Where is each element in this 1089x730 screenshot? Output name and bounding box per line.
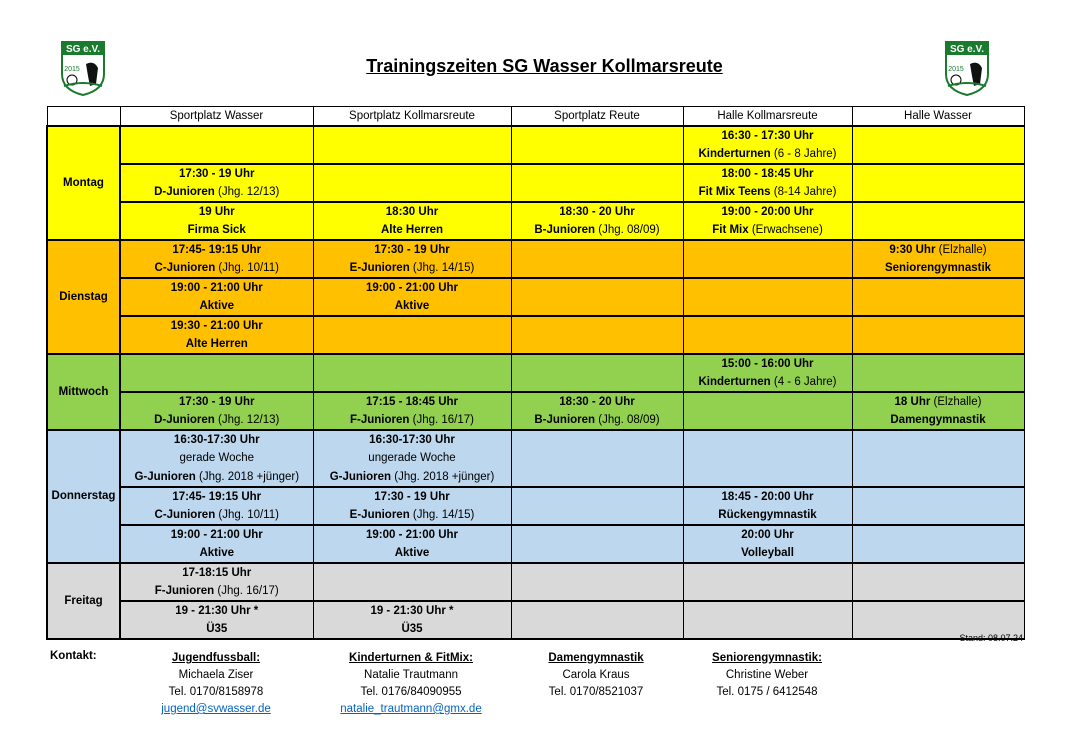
contact-phone: Tel. 0175 / 6412548 — [716, 686, 818, 698]
cell — [852, 506, 1024, 525]
cell — [852, 373, 1024, 392]
table-row — [47, 278, 1024, 297]
cell — [120, 183, 313, 202]
cell-note: (Jhg. 08/09) — [595, 224, 660, 236]
cell — [313, 487, 511, 506]
column-header: Halle Wasser — [852, 107, 1024, 127]
cell — [313, 316, 511, 335]
cell — [511, 183, 683, 202]
cell — [511, 506, 683, 525]
cell-text: F-Junioren — [350, 414, 410, 426]
cell-text: Alte Herren — [185, 338, 248, 350]
cell-text: 19 Uhr — [198, 206, 235, 218]
cell — [511, 487, 683, 506]
cell — [852, 392, 1024, 411]
cell — [852, 202, 1024, 221]
cell — [120, 430, 313, 449]
cell-text: Alte Herren — [381, 224, 443, 236]
cell — [511, 411, 683, 430]
cell — [511, 468, 683, 487]
cell — [852, 335, 1024, 354]
cell — [683, 373, 852, 392]
table-row — [47, 145, 1024, 164]
contact-email-link[interactable]: jugend@svwasser.de — [161, 703, 271, 715]
cell-text: G-Junioren — [329, 470, 392, 483]
column-header: Sportplatz Wasser — [120, 107, 313, 127]
cell — [313, 221, 511, 240]
cell-text: 19:00 - 21:00 Uhr — [365, 282, 459, 294]
cell — [511, 259, 683, 278]
table-row — [47, 202, 1024, 221]
table-row — [47, 449, 1024, 468]
table-row — [47, 297, 1024, 316]
contact-phone: Tel. 0176/84090955 — [360, 686, 462, 698]
cell-text: D-Junioren — [154, 186, 215, 198]
cell — [120, 259, 313, 278]
cell-text: Kinderturnen — [698, 148, 771, 160]
cell-text: C-Junioren — [154, 262, 216, 274]
cell-note: (8-14 Jahre) — [770, 186, 837, 198]
cell — [120, 335, 313, 354]
cell-note: (Jhg. 12/13) — [214, 186, 280, 198]
cell — [852, 601, 1024, 620]
cell — [120, 620, 313, 639]
cell — [683, 620, 852, 639]
cell-text: Ü35 — [401, 622, 423, 635]
cell — [683, 126, 852, 145]
table-row — [47, 183, 1024, 202]
cell — [683, 183, 852, 202]
table-row — [47, 601, 1024, 620]
cell — [511, 335, 683, 354]
table-row — [47, 354, 1024, 373]
cell-text: 9:30 Uhr — [889, 244, 936, 256]
cell — [120, 354, 313, 373]
cell-text: 17:45- 19:15 Uhr — [172, 490, 262, 503]
cell — [852, 316, 1024, 335]
cell-note: (Jhg. 12/13) — [214, 414, 280, 426]
header-corner — [47, 107, 120, 127]
cell — [852, 354, 1024, 373]
cell-text: Damengymnastik — [890, 414, 986, 426]
table-row — [47, 335, 1024, 354]
cell — [852, 126, 1024, 145]
cell-note: (Elzhalle) — [935, 244, 987, 256]
cell — [120, 487, 313, 506]
day-label: Dienstag — [47, 240, 120, 354]
table-row — [47, 316, 1024, 335]
cell — [683, 601, 852, 620]
cell — [313, 392, 511, 411]
cell — [683, 145, 852, 164]
cell-text: D-Junioren — [154, 414, 215, 426]
cell-text: 17-18:15 Uhr — [182, 566, 252, 579]
cell — [683, 221, 852, 240]
header-row — [47, 107, 1024, 127]
cell-text: 17:15 - 18:45 Uhr — [365, 396, 459, 408]
cell — [511, 126, 683, 145]
table-row — [47, 164, 1024, 183]
cell — [313, 506, 511, 525]
cell-text: Ü35 — [206, 622, 228, 635]
cell — [120, 468, 313, 487]
cell — [683, 392, 852, 411]
cell-note: (4 - 6 Jahre) — [770, 376, 837, 388]
cell-text: 17:30 - 19 Uhr — [374, 490, 450, 503]
cell-note: (Jhg. 08/09) — [595, 414, 660, 426]
cell — [313, 202, 511, 221]
cell — [511, 392, 683, 411]
cell — [120, 506, 313, 525]
cell-text: 19:00 - 20:00 Uhr — [721, 206, 814, 218]
cell — [511, 544, 683, 563]
cell — [120, 145, 313, 164]
cell — [852, 563, 1024, 582]
cell-text: Aktive — [199, 300, 235, 312]
cell — [683, 525, 852, 544]
cell-text: Rückengymnastik — [718, 508, 817, 521]
cell — [120, 316, 313, 335]
cell-text: 18:45 - 20:00 Uhr — [721, 490, 814, 503]
table-row — [47, 392, 1024, 411]
cell-text: 20:00 Uhr — [741, 528, 794, 541]
contact-name: Carola Kraus — [562, 669, 630, 681]
cell — [120, 582, 313, 601]
contact-phone: Tel. 0170/8158978 — [168, 686, 264, 698]
contact-heading: Damengymnastik — [548, 652, 644, 664]
cell — [683, 487, 852, 506]
logo-text: SG e.V. — [65, 44, 101, 55]
cell-text: 19 - 21:30 Uhr * — [370, 604, 454, 617]
cell — [683, 240, 852, 259]
logo-year: 2015 — [64, 66, 80, 73]
cell — [313, 563, 511, 582]
cell — [511, 202, 683, 221]
cell — [120, 278, 313, 297]
cell-note: (Jhg. 14/15) — [409, 262, 475, 274]
table-row — [47, 373, 1024, 392]
cell — [511, 240, 683, 259]
cell — [120, 164, 313, 183]
cell-text: 19:00 - 21:00 Uhr — [170, 528, 263, 541]
cell-text: E-Junioren — [349, 262, 410, 274]
contact-name: Michaela Ziser — [178, 669, 254, 681]
cell-text: Kinderturnen — [698, 376, 771, 388]
cell-text: 18:00 - 18:45 Uhr — [721, 168, 814, 180]
cell — [852, 240, 1024, 259]
cell — [683, 278, 852, 297]
cell-text: Seniorengymnastik — [884, 262, 992, 274]
cell — [683, 202, 852, 221]
table-row — [47, 430, 1024, 449]
cell — [120, 202, 313, 221]
cell — [683, 316, 852, 335]
cell-note: (Jhg. 10/11) — [215, 262, 279, 274]
cell-text: 15:00 - 16:00 Uhr — [721, 358, 814, 370]
cell-text: B-Junioren — [534, 414, 596, 426]
cell-text: 19:00 - 21:00 Uhr — [170, 282, 263, 294]
cell — [313, 278, 511, 297]
cell — [852, 164, 1024, 183]
cell-text: B-Junioren — [534, 224, 596, 236]
day-label: Mittwoch — [47, 354, 120, 430]
contact-label: Kontakt: — [50, 650, 97, 662]
cell-text: 18 Uhr — [894, 396, 931, 408]
table-row — [47, 259, 1024, 278]
cell — [852, 145, 1024, 164]
cell — [313, 411, 511, 430]
cell-text: 16:30-17:30 Uhr — [173, 434, 260, 446]
table-row — [47, 544, 1024, 563]
contact-damengymnastik — [506, 650, 686, 701]
contact-jugendfussball — [126, 650, 306, 718]
cell — [120, 240, 313, 259]
cell — [511, 297, 683, 316]
cell — [852, 544, 1024, 563]
cell — [852, 487, 1024, 506]
cell — [852, 430, 1024, 449]
cell — [313, 449, 511, 468]
cell-text: G-Junioren — [134, 470, 196, 483]
cell-note: (Jhg. 2018 +jünger) — [391, 470, 495, 483]
cell — [313, 525, 511, 544]
cell — [313, 240, 511, 259]
cell — [683, 259, 852, 278]
cell — [511, 221, 683, 240]
table-row — [47, 126, 1024, 145]
column-header: Halle Kollmarsreute — [683, 107, 852, 127]
contact-heading: Jugendfussball: — [171, 652, 261, 664]
cell-text: Aktive — [394, 546, 430, 559]
cell — [511, 525, 683, 544]
contact-heading: Kinderturnen & FitMix: — [349, 652, 473, 664]
cell-text: Aktive — [199, 546, 235, 559]
table-row — [47, 506, 1024, 525]
cell-note: (Jhg. 10/11) — [215, 508, 279, 521]
table-row — [47, 487, 1024, 506]
cell — [683, 164, 852, 183]
cell — [313, 601, 511, 620]
cell — [683, 582, 852, 601]
logo-text: SG e.V. — [949, 44, 985, 55]
cell — [683, 354, 852, 373]
table-row — [47, 525, 1024, 544]
cell — [313, 373, 511, 392]
cell — [511, 354, 683, 373]
contact-name: Natalie Trautmann — [364, 669, 458, 681]
cell — [511, 164, 683, 183]
cell — [683, 411, 852, 430]
contact-phone: Tel. 0170/8521037 — [548, 686, 644, 698]
contact-heading: Seniorengymnastik: — [712, 652, 822, 664]
cell — [511, 278, 683, 297]
table-row — [47, 221, 1024, 240]
cell — [852, 297, 1024, 316]
cell-text: 16:30 - 17:30 Uhr — [721, 130, 814, 142]
cell-text: 18:30 - 20 Uhr — [559, 396, 635, 408]
cell — [683, 449, 852, 468]
cell-text: 19:30 - 21:00 Uhr — [170, 320, 263, 332]
table-row — [47, 563, 1024, 582]
cell — [313, 335, 511, 354]
cell-text: 19:00 - 21:00 Uhr — [365, 528, 459, 541]
cell — [511, 449, 683, 468]
cell — [852, 582, 1024, 601]
column-header: Sportplatz Kollmarsreute — [313, 107, 511, 127]
cell-note: (Jhg. 14/15) — [409, 508, 475, 521]
table-row — [47, 620, 1024, 639]
cell — [683, 430, 852, 449]
cell-text: Firma Sick — [187, 224, 246, 236]
contact-seniorengymnastik — [677, 650, 857, 701]
cell — [313, 430, 511, 449]
cell — [313, 354, 511, 373]
cell — [683, 544, 852, 563]
cell — [511, 620, 683, 639]
cell — [852, 411, 1024, 430]
schedule-table — [46, 106, 1025, 640]
day-label: Freitag — [47, 563, 120, 639]
contact-email-link[interactable]: natalie_trautmann@gmx.de — [340, 703, 482, 715]
cell — [683, 563, 852, 582]
cell — [683, 506, 852, 525]
table-row — [47, 240, 1024, 259]
column-header: Sportplatz Reute — [511, 107, 683, 127]
cell — [120, 563, 313, 582]
cell-note: (Jhg. 16/17) — [214, 584, 279, 597]
cell — [313, 126, 511, 145]
cell-text: E-Junioren — [349, 508, 410, 521]
table-row — [47, 582, 1024, 601]
cell — [313, 297, 511, 316]
cell — [683, 297, 852, 316]
cell — [852, 259, 1024, 278]
cell-text: C-Junioren — [154, 508, 216, 521]
cell-text: 17:45- 19:15 Uhr — [172, 244, 262, 256]
cell — [511, 145, 683, 164]
cell — [683, 335, 852, 354]
cell-text: Volleyball — [741, 546, 794, 559]
cell — [511, 316, 683, 335]
cell — [313, 145, 511, 164]
cell-text: gerade Woche — [179, 452, 255, 465]
cell — [120, 449, 313, 468]
cell-text: 16:30-17:30 Uhr — [369, 434, 455, 446]
cell — [852, 221, 1024, 240]
cell-text: 17:30 - 19 Uhr — [179, 168, 255, 180]
cell-text: Fit Mix — [712, 224, 749, 236]
table-row — [47, 468, 1024, 487]
cell-text: F-Junioren — [154, 584, 215, 597]
stand-date: Stand: 08.07.24 — [959, 633, 1023, 643]
cell — [852, 525, 1024, 544]
cell — [120, 126, 313, 145]
day-label: Montag — [47, 126, 120, 240]
day-label: Donnerstag — [47, 430, 120, 563]
cell — [120, 373, 313, 392]
cell — [511, 563, 683, 582]
cell-text: 18:30 Uhr — [385, 206, 439, 218]
cell — [120, 221, 313, 240]
cell-note: (Jhg. 2018 +jünger) — [195, 470, 300, 483]
cell — [120, 411, 313, 430]
logo-year: 2015 — [948, 66, 964, 73]
cell — [313, 620, 511, 639]
cell — [511, 582, 683, 601]
cell — [511, 601, 683, 620]
cell-text: Aktive — [394, 300, 430, 312]
cell — [852, 449, 1024, 468]
contact-kinderturnen — [321, 650, 501, 718]
cell — [852, 183, 1024, 202]
cell — [120, 525, 313, 544]
cell — [313, 582, 511, 601]
cell — [313, 468, 511, 487]
cell-note: (6 - 8 Jahre) — [770, 148, 837, 160]
cell — [313, 544, 511, 563]
cell-note: (Erwachsene) — [748, 224, 823, 236]
cell-text: 17:30 - 19 Uhr — [374, 244, 450, 256]
cell — [120, 601, 313, 620]
cell-note: (Jhg. 16/17) — [409, 414, 474, 426]
cell — [120, 297, 313, 316]
page-title: Trainingszeiten SG Wasser Kollmarsreute — [366, 56, 723, 76]
cell-note: (Elzhalle) — [930, 396, 982, 408]
contact-name: Christine Weber — [725, 669, 809, 681]
cell-text: 18:30 - 20 Uhr — [559, 206, 635, 218]
cell — [852, 468, 1024, 487]
cell — [120, 544, 313, 563]
cell-text: 19 - 21:30 Uhr * — [175, 604, 259, 617]
table-row — [47, 411, 1024, 430]
cell — [313, 259, 511, 278]
cell — [511, 373, 683, 392]
cell — [852, 278, 1024, 297]
cell — [313, 164, 511, 183]
cell — [313, 183, 511, 202]
cell-text: 17:30 - 19 Uhr — [179, 396, 255, 408]
cell — [120, 392, 313, 411]
cell — [511, 430, 683, 449]
cell-text: Fit Mix Teens — [698, 186, 771, 198]
cell — [683, 468, 852, 487]
cell-text: ungerade Woche — [368, 452, 456, 465]
